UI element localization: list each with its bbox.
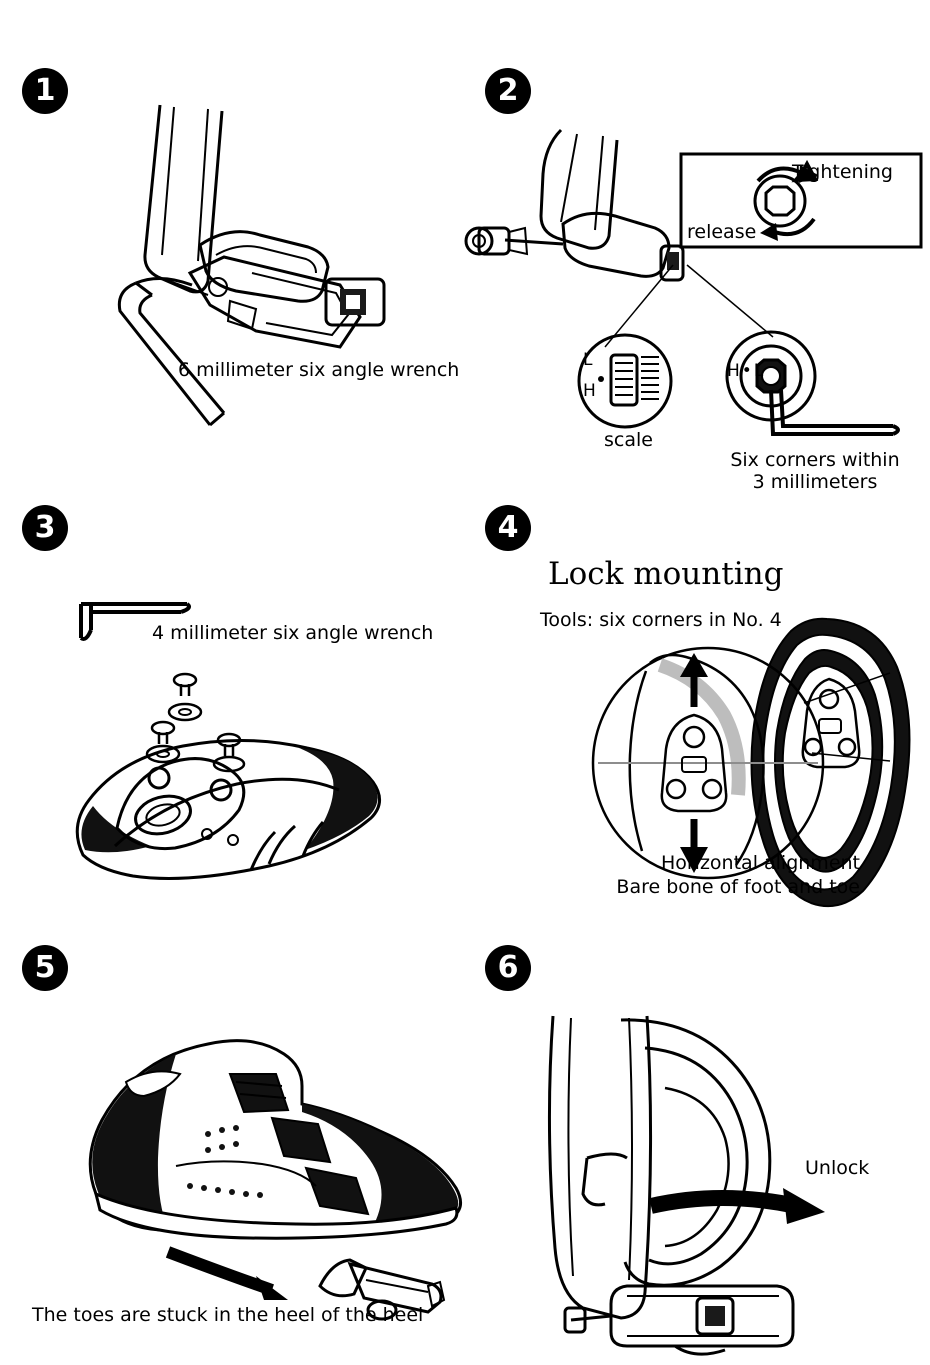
step-2-tightening-label: Tightening (792, 161, 893, 183)
step-5-illustration (40, 1008, 460, 1308)
step-badge-1: 1 (22, 68, 68, 114)
step-6-caption: Unlock (805, 1157, 870, 1179)
panel-step-6 (465, 930, 930, 1365)
step-2-scale-caption: scale (604, 429, 653, 451)
step-2-hex-detail (715, 330, 910, 460)
panel-step-2 (465, 0, 930, 500)
step-2-caption-line1: Six corners within (730, 449, 900, 471)
step-5-caption: The toes are stuck in the heel of the heel (32, 1304, 424, 1326)
step-badge-6: 6 (485, 945, 531, 991)
step-badge-4: 4 (485, 505, 531, 551)
step-2-caption-line2: 3 millimeters (752, 471, 878, 493)
step-1-caption: 6 millimeter six angle wrench (178, 359, 460, 381)
step-4-caption-line2: Bare bone of foot and toe (616, 876, 860, 898)
step-3-caption: 4 millimeter six angle wrench (152, 622, 434, 644)
step-2-dial-text: H•L (727, 361, 766, 381)
step-4-alignment-detail (590, 645, 830, 880)
panel-step-1 (0, 0, 465, 500)
step-badge-3: 3 (22, 505, 68, 551)
panel-step-4 (465, 495, 930, 935)
step-2-scale-mark-high: H (583, 381, 596, 401)
step-3-illustration (55, 650, 430, 920)
step-badge-5: 5 (22, 945, 68, 991)
step-4-tools-text: Tools: six corners in No. 4 (540, 609, 782, 631)
step-2-release-label: release (687, 221, 757, 243)
step-badge-2: 2 (485, 68, 531, 114)
step-6-illustration (525, 1008, 905, 1353)
step-4-heading: Lock mounting (548, 556, 784, 592)
panel-step-5 (0, 930, 465, 1365)
step-4-caption-line1: Horizontal alignment (660, 852, 860, 874)
step-2-scale-mark-low: L (583, 350, 593, 370)
